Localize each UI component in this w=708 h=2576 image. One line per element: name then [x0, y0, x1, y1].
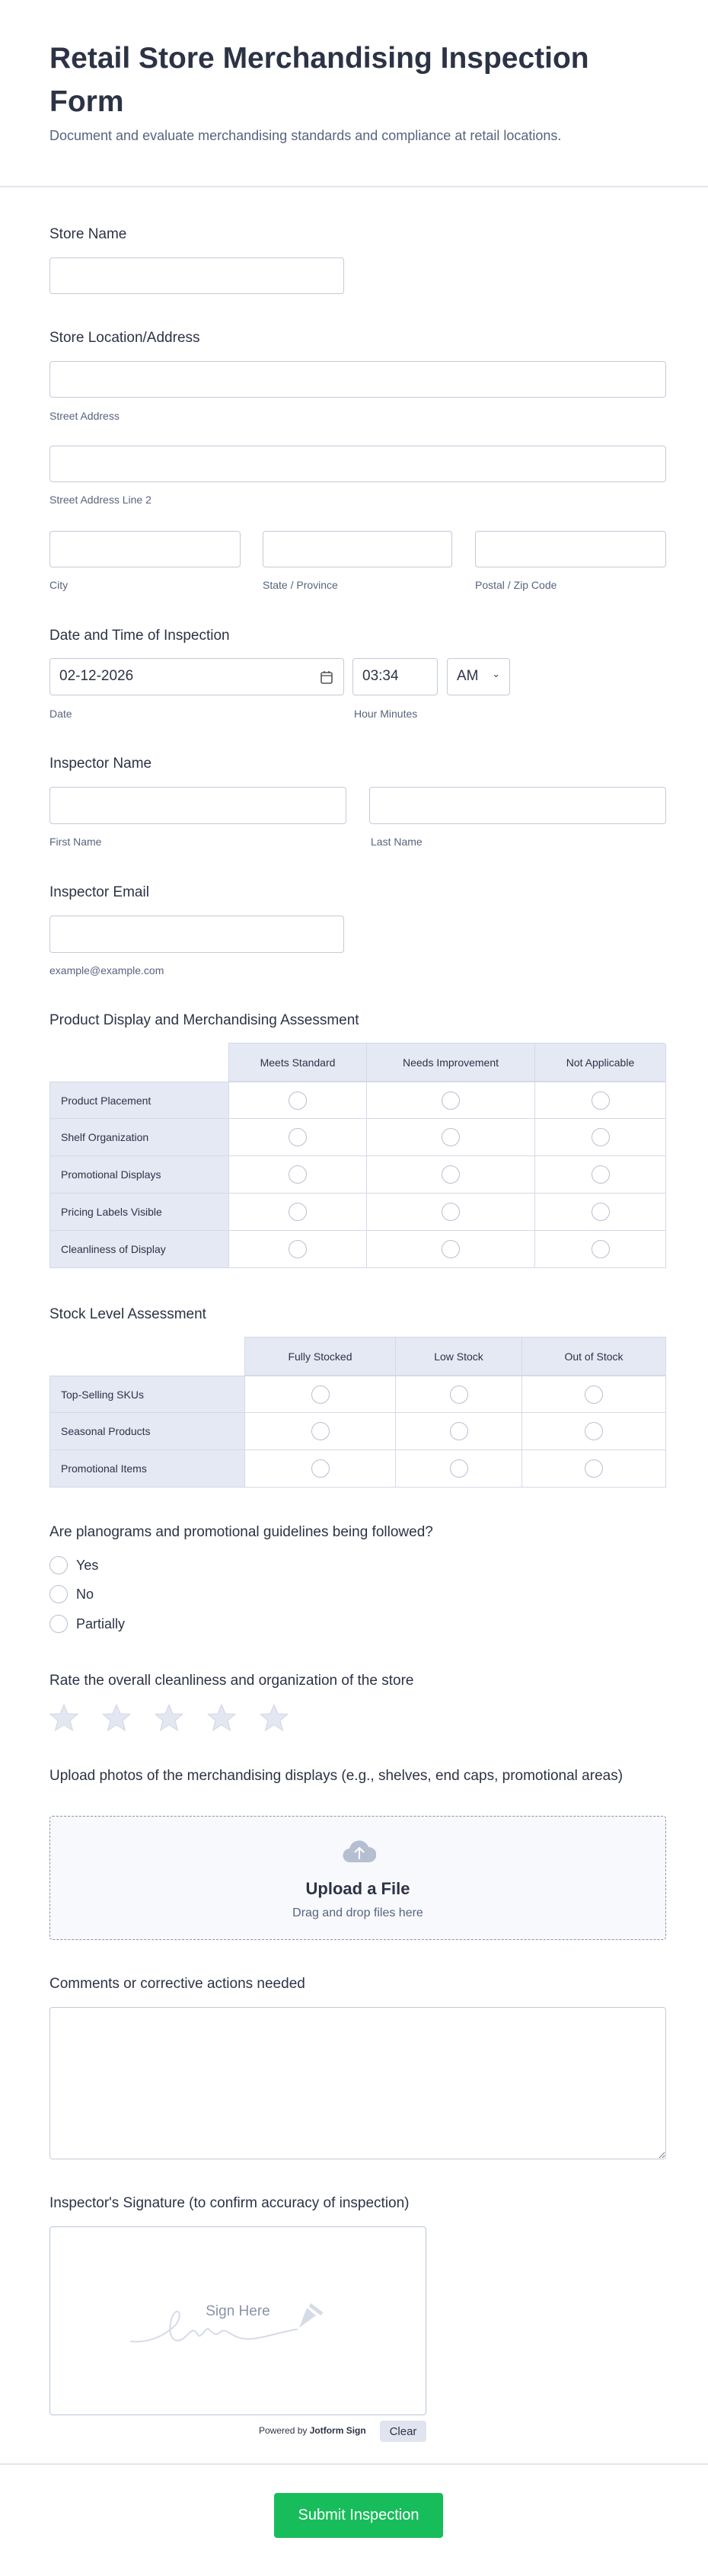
sign-here-placeholder: Sign Here [206, 2303, 270, 2319]
stock-level-matrix [49, 1337, 666, 1488]
submit-button[interactable]: Submit Inspection [274, 2493, 443, 2538]
matrix-cell [229, 1082, 367, 1119]
radio-button[interactable] [592, 1091, 610, 1110]
state-input[interactable] [263, 531, 452, 567]
column-header: Fully Stocked [245, 1337, 396, 1376]
matrix-cell [229, 1119, 367, 1156]
email-sublabel: example@example.com [49, 964, 164, 976]
matrix-row [49, 1194, 666, 1231]
matrix-row [49, 1376, 666, 1413]
matrix-cell [535, 1194, 666, 1231]
star-icon[interactable] [154, 1702, 184, 1733]
matrix-row [49, 1082, 666, 1119]
matrix2-label: Stock Level Assessment [49, 1306, 206, 1322]
comments-textarea[interactable] [49, 2007, 666, 2159]
street-address-sublabel: Street Address [49, 410, 120, 422]
inspector-email-label: Inspector Email [49, 884, 149, 900]
radio-button[interactable] [311, 1459, 330, 1478]
street-address-input[interactable] [49, 361, 666, 398]
row-label: Cleanliness of Display [49, 1231, 229, 1268]
upload-label: Upload photos of the merchandising displays (e.g., shelves, end caps, promotional areas) [49, 1768, 623, 1784]
row-label: Promotional Displays [49, 1156, 229, 1194]
column-header: Low Stock [396, 1337, 522, 1376]
radio-button[interactable] [442, 1240, 460, 1258]
radio-button[interactable] [311, 1385, 330, 1404]
matrix-cell [535, 1156, 666, 1194]
star-icon[interactable] [206, 1702, 237, 1733]
state-sublabel: State / Province [263, 579, 338, 591]
row-label: Product Placement [49, 1082, 229, 1119]
last-name-sublabel: Last Name [371, 836, 423, 848]
ampm-value: AM [457, 668, 479, 684]
radio-button[interactable] [585, 1459, 603, 1478]
ampm-select[interactable] [447, 658, 510, 695]
store-name-input[interactable] [49, 257, 344, 294]
first-name-sublabel: First Name [49, 836, 102, 848]
upload-hint: Drag and drop files here [292, 1906, 423, 1919]
matrix-cell [229, 1194, 367, 1231]
time-input[interactable] [352, 658, 438, 695]
postal-input[interactable] [475, 531, 666, 567]
radio-button[interactable] [49, 1585, 68, 1603]
planogram-label: Are planograms and promotional guidelines being followed? [49, 1524, 433, 1540]
matrix-row [49, 1231, 666, 1268]
first-name-input[interactable] [49, 787, 346, 824]
matrix-cell [535, 1082, 666, 1119]
radio-button[interactable] [442, 1091, 460, 1110]
inspector-name-label: Inspector Name [49, 756, 152, 772]
matrix-cell [522, 1413, 666, 1450]
comments-label: Comments or corrective actions needed [49, 1976, 305, 1992]
matrix-cell [367, 1194, 535, 1231]
radio-button[interactable] [49, 1556, 68, 1574]
radio-button[interactable] [592, 1240, 610, 1258]
matrix-cell [367, 1231, 535, 1268]
calendar-icon[interactable] [320, 670, 333, 685]
matrix-cell [245, 1450, 396, 1488]
email-input[interactable] [49, 916, 344, 953]
street-address-line2-input[interactable] [49, 446, 666, 482]
star-icon[interactable] [259, 1702, 289, 1733]
matrix-cell [245, 1376, 396, 1413]
form-title: Retail Store Merchandising Inspection Form [49, 42, 589, 118]
signature-pad[interactable] [49, 2226, 426, 2415]
radio-button[interactable] [289, 1203, 307, 1221]
postal-sublabel: Postal / Zip Code [475, 579, 557, 591]
matrix-row [49, 1119, 666, 1156]
radio-button[interactable] [450, 1459, 468, 1478]
star-rating [49, 1702, 289, 1733]
option-label: Partially [76, 1616, 126, 1632]
matrix-cell [522, 1450, 666, 1488]
row-label: Promotional Items [49, 1450, 245, 1488]
store-name-label: Store Name [49, 226, 127, 242]
clear-signature-button[interactable]: Clear [380, 2421, 426, 2442]
radio-button[interactable] [585, 1422, 603, 1440]
radio-button[interactable] [289, 1091, 307, 1110]
rating-label: Rate the overall cleanliness and organization of the store [49, 1673, 414, 1689]
option-label: No [76, 1586, 94, 1602]
time-sublabel: Hour Minutes [354, 708, 418, 720]
radio-button[interactable] [450, 1422, 468, 1440]
chevron-down-icon: ⌄ [492, 668, 500, 679]
matrix-cell [229, 1231, 367, 1268]
date-input[interactable] [49, 658, 344, 695]
footer-divider [0, 2463, 708, 2465]
radio-button[interactable] [289, 1128, 307, 1146]
matrix-cell [535, 1231, 666, 1268]
row-label: Seasonal Products [49, 1413, 245, 1450]
matrix-corner [49, 1043, 229, 1082]
city-input[interactable] [49, 531, 241, 567]
cloud-upload-icon [343, 1838, 376, 1864]
form-subtitle: Document and evaluate merchandising standards and compliance at retail locations. [49, 128, 562, 143]
matrix-cell [229, 1156, 367, 1194]
radio-button[interactable] [289, 1165, 307, 1184]
column-header: Meets Standard [229, 1043, 367, 1082]
star-icon[interactable] [101, 1702, 132, 1733]
row-label: Pricing Labels Visible [49, 1194, 229, 1231]
matrix-cell [367, 1156, 535, 1194]
matrix-cell [396, 1376, 522, 1413]
matrix-cell [396, 1413, 522, 1450]
datetime-label: Date and Time of Inspection [49, 628, 230, 644]
row-label: Shelf Organization [49, 1119, 229, 1156]
radio-button[interactable] [442, 1203, 460, 1221]
upload-title: Upload a File [305, 1879, 410, 1898]
radio-button[interactable] [311, 1422, 330, 1440]
radio-button[interactable] [592, 1128, 610, 1146]
radio-button[interactable] [442, 1128, 460, 1146]
radio-button[interactable] [442, 1165, 460, 1184]
matrix-cell [367, 1082, 535, 1119]
address-label: Store Location/Address [49, 330, 200, 346]
jotform-sign-brand: Jotform Sign [309, 2425, 366, 2436]
date-value: 02-12-2026 [59, 668, 134, 684]
file-upload-dropzone[interactable] [49, 1816, 666, 1940]
radio-option-partially[interactable] [49, 1614, 125, 1634]
matrix-row [49, 1450, 666, 1488]
matrix1-label: Product Display and Merchandising Assessment [49, 1012, 359, 1028]
radio-button[interactable] [289, 1240, 307, 1258]
radio-option-yes[interactable] [49, 1555, 98, 1575]
time-value: 03:34 [362, 668, 399, 684]
radio-button[interactable] [450, 1385, 468, 1404]
option-label: Yes [76, 1557, 99, 1573]
column-header: Not Applicable [535, 1043, 666, 1082]
radio-button[interactable] [592, 1165, 610, 1184]
column-header: Needs Improvement [367, 1043, 535, 1082]
radio-button[interactable] [49, 1615, 68, 1633]
matrix-cell [535, 1119, 666, 1156]
city-sublabel: City [49, 579, 69, 591]
powered-by-text: Powered by [259, 2425, 308, 2436]
matrix-row [49, 1156, 666, 1194]
row-label: Top-Selling SKUs [49, 1376, 245, 1413]
radio-button[interactable] [592, 1203, 610, 1221]
matrix-row [49, 1413, 666, 1450]
matrix-cell [245, 1413, 396, 1450]
matrix-cell [396, 1450, 522, 1488]
matrix-corner [49, 1337, 245, 1376]
street-address-line2-sublabel: Street Address Line 2 [49, 494, 151, 506]
product-display-matrix [49, 1043, 666, 1268]
column-header: Out of Stock [522, 1337, 666, 1376]
star-icon[interactable] [49, 1702, 79, 1733]
date-sublabel: Date [49, 708, 72, 720]
matrix-cell [522, 1376, 666, 1413]
radio-option-no[interactable] [49, 1584, 94, 1604]
signature-pen-icon [130, 2302, 343, 2355]
header-divider [0, 186, 708, 187]
last-name-input[interactable] [369, 787, 666, 824]
powered-by [259, 2425, 366, 2436]
signature-label: Inspector's Signature (to confirm accuracy of inspection) [49, 2195, 410, 2211]
radio-button[interactable] [585, 1385, 603, 1404]
matrix-cell [367, 1119, 535, 1156]
